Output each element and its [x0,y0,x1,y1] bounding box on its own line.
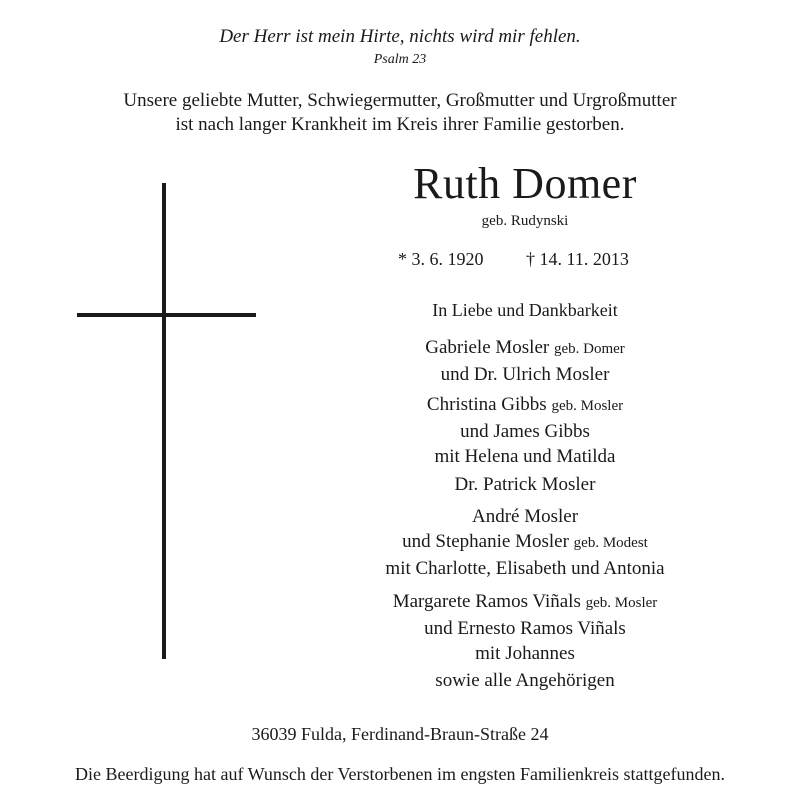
mourner-line: mit Charlotte, Elisabeth und Antonia [385,558,665,579]
address: 36039 Fulda, Ferdinand-Braun-Straße 24 [251,724,549,744]
bible-quote: Der Herr ist mein Hirte, nichts wird mir fehlen. [219,26,581,47]
cross-icon-bar [77,313,256,317]
cross-icon [162,183,166,659]
mourner-line: mit Johannes [475,643,575,664]
mourner-group [310,589,740,666]
mourner-line: und Ernesto Ramos Viñals [424,618,626,639]
death-date: † 14. 11. 2013 [526,249,629,269]
intro-line-2: ist nach langer Krankheit im Kreis ihrer Familie gestorben. [175,114,625,135]
mourner-line: und James Gibbs [460,421,590,442]
mourner-group [310,472,740,497]
intro-line-1: Unsere geliebte Mutter, Schwiegermutter, Großmutter und Urgroßmutter [123,90,677,111]
mourner-line: André Mosler [471,506,579,527]
bible-reference: Psalm 23 [373,52,427,67]
mourner-line: und Dr. Ulrich Mosler [440,364,610,385]
mourner-group [310,504,740,581]
mourner-line: mit Helena und Matilda [434,446,616,467]
mourner-line: Gabriele Mosler geb. Domer [425,337,625,358]
mourner-line: und Stephanie Mosler geb. Modest [402,531,648,552]
mourner-group [310,392,740,469]
birth-date: * 3. 6. 1920 [398,249,484,269]
maiden-name: geb. Rudynski [481,213,569,229]
mourner-line: Margarete Ramos Viñals geb. Mosler [392,591,658,612]
closing-phrase: In Liebe und Dankbarkeit [432,300,618,320]
deceased-name: Ruth Domer [413,159,637,208]
mourner-group [310,668,740,693]
funeral-note: Die Beerdigung hat auf Wunsch der Verstorbenen im engsten Familienkreis stattgefunden. [75,764,725,784]
mourner-line: Dr. Patrick Mosler [454,474,596,495]
mourner-line: sowie alle Angehörigen [435,670,615,691]
mourner-line: Christina Gibbs geb. Mosler [426,394,624,415]
mourner-group [310,335,740,387]
